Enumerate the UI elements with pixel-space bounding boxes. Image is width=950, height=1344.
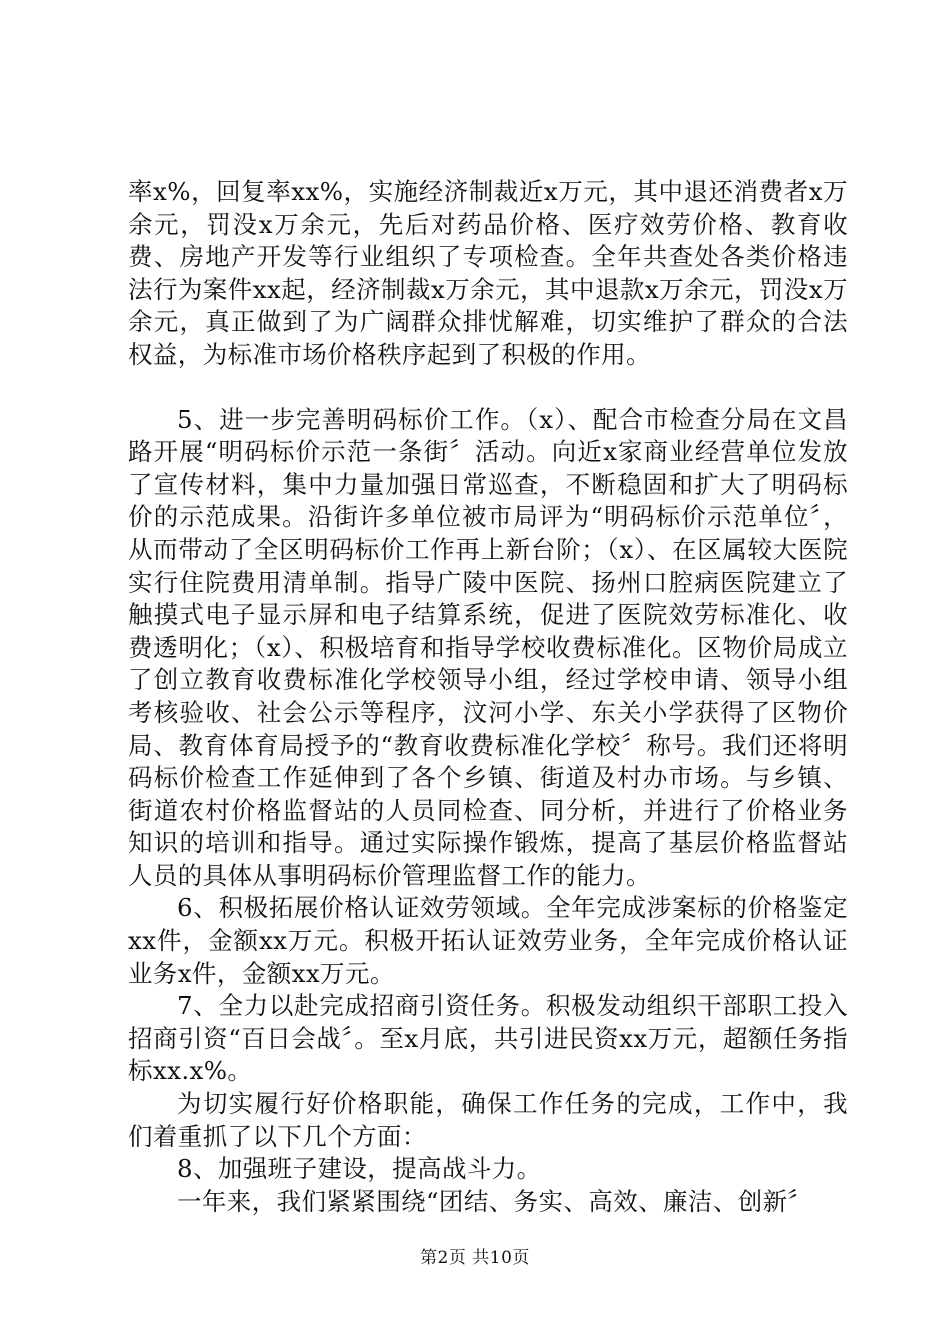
page-footer: 第2页 共10页 xyxy=(420,1248,530,1268)
document-body xyxy=(128,176,848,1218)
paragraph-6: 8、加强班子建设，提高战斗力。 xyxy=(177,1154,542,1184)
paragraph-3: 6、积极拓展价格认证效劳领域。全年完成涉案标的价格鉴定xx件，金额xx万元。积极开拓认证效劳业务，全年完成价格认证业务x件，金额xx万元。 xyxy=(128,893,848,988)
paragraph-5: 为切实履行好价格职能，确保工作任务的完成，工作中，我们着重抓了以下几个方面： xyxy=(128,1089,848,1151)
paragraph-4: 7、全力以赴完成招商引资任务。积极发动组织干部职工投入招商引资“百日会战〞。至x月底，共引进民资xx万元，超额任务指标xx.x%。 xyxy=(128,991,848,1086)
paragraph-7: 一年来，我们紧紧围绕“团结、务实、高效、廉洁、创新〞 xyxy=(177,1186,813,1216)
paragraph-gap xyxy=(128,372,848,404)
paragraph-1: 率x%，回复率xx%，实施经济制裁近x万元，其中退还消费者x万余元，罚没x万余元，先后对药品价格、医疗效劳价格、教育收费、房地产开发等行业组织了专项检查。全年共查处各类价格违法行为案件xx起，经济制裁x万余元，其中退款x万余元，罚没x万余元，真正做到了为广阔群众排忧解难，切实维护了群众的合法权益，为标准市场价格秩序起到了积极的作用。 xyxy=(128,177,848,369)
paragraph-2: 5、进一步完善明码标价工作。（x）、配合市检查分局在文昌路开展“明码标价示范一条街〞活动。向近x家商业经营单位发放了宣传材料，集中力量加强日常巡查，不断稳固和扩大了明码标价的示范成果。沿街许多单位被市局评为“明码标价示范单位〞，从而带动了全区明码标价工作再上新台阶；（x）、在区属较大医院实行住院费用清单制。指导广陵中医院、扬州口腔病医院建立了触摸式电子显示屏和电子结算系统，促进了医院效劳标准化、收费透明化；（x）、积极培育和指导学校收费标准化。区物价局成立了创立教育收费标准化学校领导小组，经过学校申请、领导小组考核验收、社会公示等程序，汶河小学、东关小学获得了区物价局、教育体育局授予的“教育收费标准化学校〞称号。我们还将明码标价检查工作延伸到了各个乡镇、街道及村办市场。与乡镇、街道农村价格监督站的人员同检查、同分析，并进行了价格业务知识的培训和指导。通过实际操作锻炼，提高了基层价格监督站人员的具体从事明码标价管理监督工作的能力。 xyxy=(128,404,848,890)
